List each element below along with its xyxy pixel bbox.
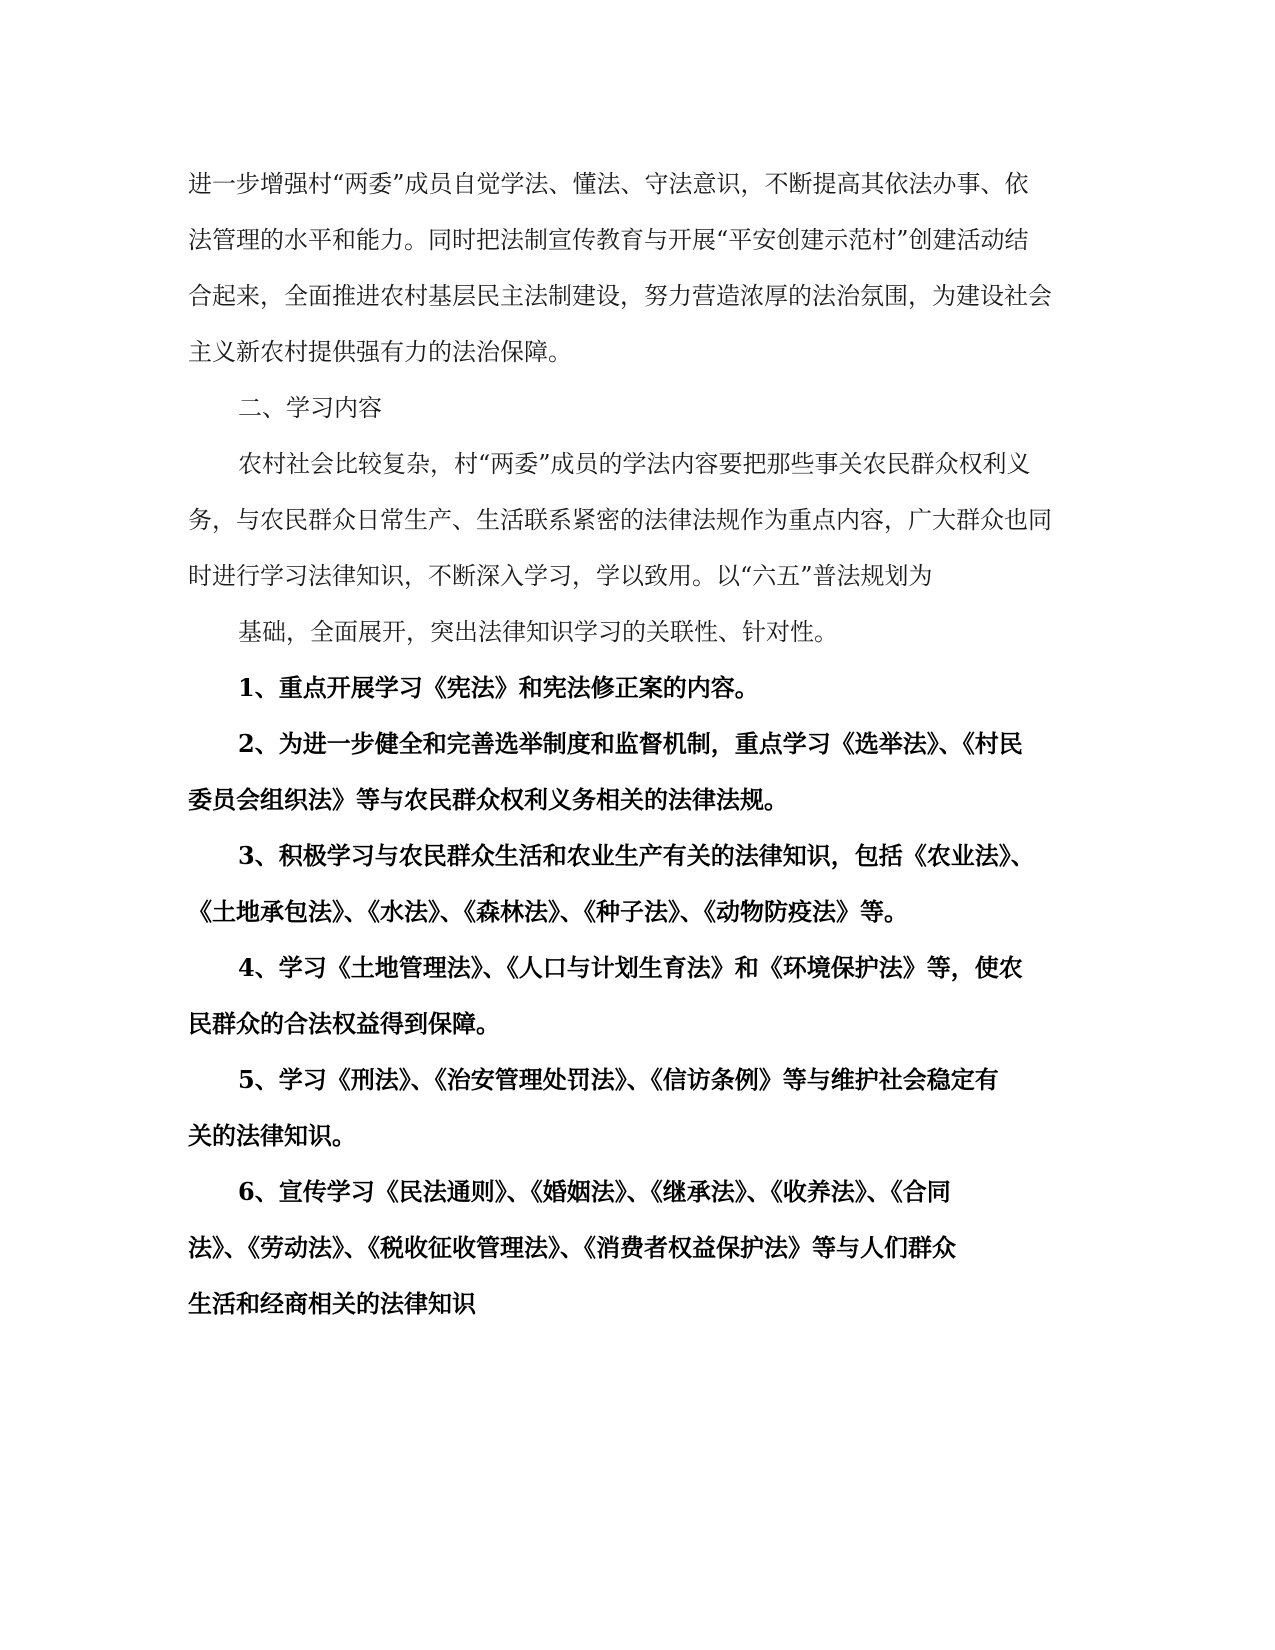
paragraph-line: 农村社会比较复杂，村“两委”成员的学法内容要把那些事关农民群众权利义 bbox=[238, 450, 1031, 478]
list-item: 4、学习《土地管理法》、《人口与计划生育法》和《环境保护法》等，使农 bbox=[238, 953, 1023, 982]
list-item-continuation: 法》、《劳动法》、《税收征收管理法》、《消费者权益保护法》等与人们群众 bbox=[188, 1233, 956, 1262]
paragraph-line: 进一步增强村“两委”成员自觉学法、懂法、守法意识，不断提高其依法办事、依 bbox=[188, 170, 1029, 198]
paragraph-line: 基础，全面展开，突出法律知识学习的关联性、针对性。 bbox=[238, 618, 838, 646]
paragraph-line: 法管理的水平和能力。同时把法制宣传教育与开展“平安创建示范村”创建活动结 bbox=[188, 226, 1029, 254]
list-item: 6、宣传学习《民法通则》、《婚姻法》、《继承法》、《收养法》、《合同 bbox=[238, 1177, 951, 1206]
paragraph-line: 合起来，全面推进农村基层民主法制建设，努力营造浓厚的法治氛围，为建设社会 bbox=[188, 282, 1052, 310]
paragraph-line: 主义新农村提供强有力的法治保障。 bbox=[188, 338, 572, 366]
paragraph-line: 时进行学习法律知识，不断深入学习，学以致用。以“六五”普法规划为 bbox=[188, 562, 933, 590]
paragraph-line: 务，与农民群众日常生产、生活联系紧密的法律法规作为重点内容，广大群众也同 bbox=[188, 506, 1052, 534]
list-item: 3、积极学习与农民群众生活和农业生产有关的法律知识，包括《农业法》、 bbox=[238, 841, 1035, 870]
list-item-continuation: 《土地承包法》、《水法》、《森林法》、《种子法》、《动物防疫法》等。 bbox=[188, 897, 908, 926]
list-item-continuation: 民群众的合法权益得到保障。 bbox=[188, 1009, 500, 1038]
list-item: 5、学习《刑法》、《治安管理处罚法》、《信访条例》等与维护社会稳定有 bbox=[238, 1065, 999, 1094]
section-heading: 二、学习内容 bbox=[238, 394, 382, 422]
list-item-continuation: 生活和经商相关的法律知识 bbox=[188, 1289, 476, 1318]
list-item: 1、重点开展学习《宪法》和宪法修正案的内容。 bbox=[238, 673, 759, 702]
list-item: 2、为进一步健全和完善选举制度和监督机制，重点学习《选举法》、《村民 bbox=[238, 729, 1023, 758]
list-item-continuation: 委员会组织法》等与农民群众权利义务相关的法律法规。 bbox=[188, 785, 788, 814]
list-item-continuation: 关的法律知识。 bbox=[188, 1121, 356, 1150]
